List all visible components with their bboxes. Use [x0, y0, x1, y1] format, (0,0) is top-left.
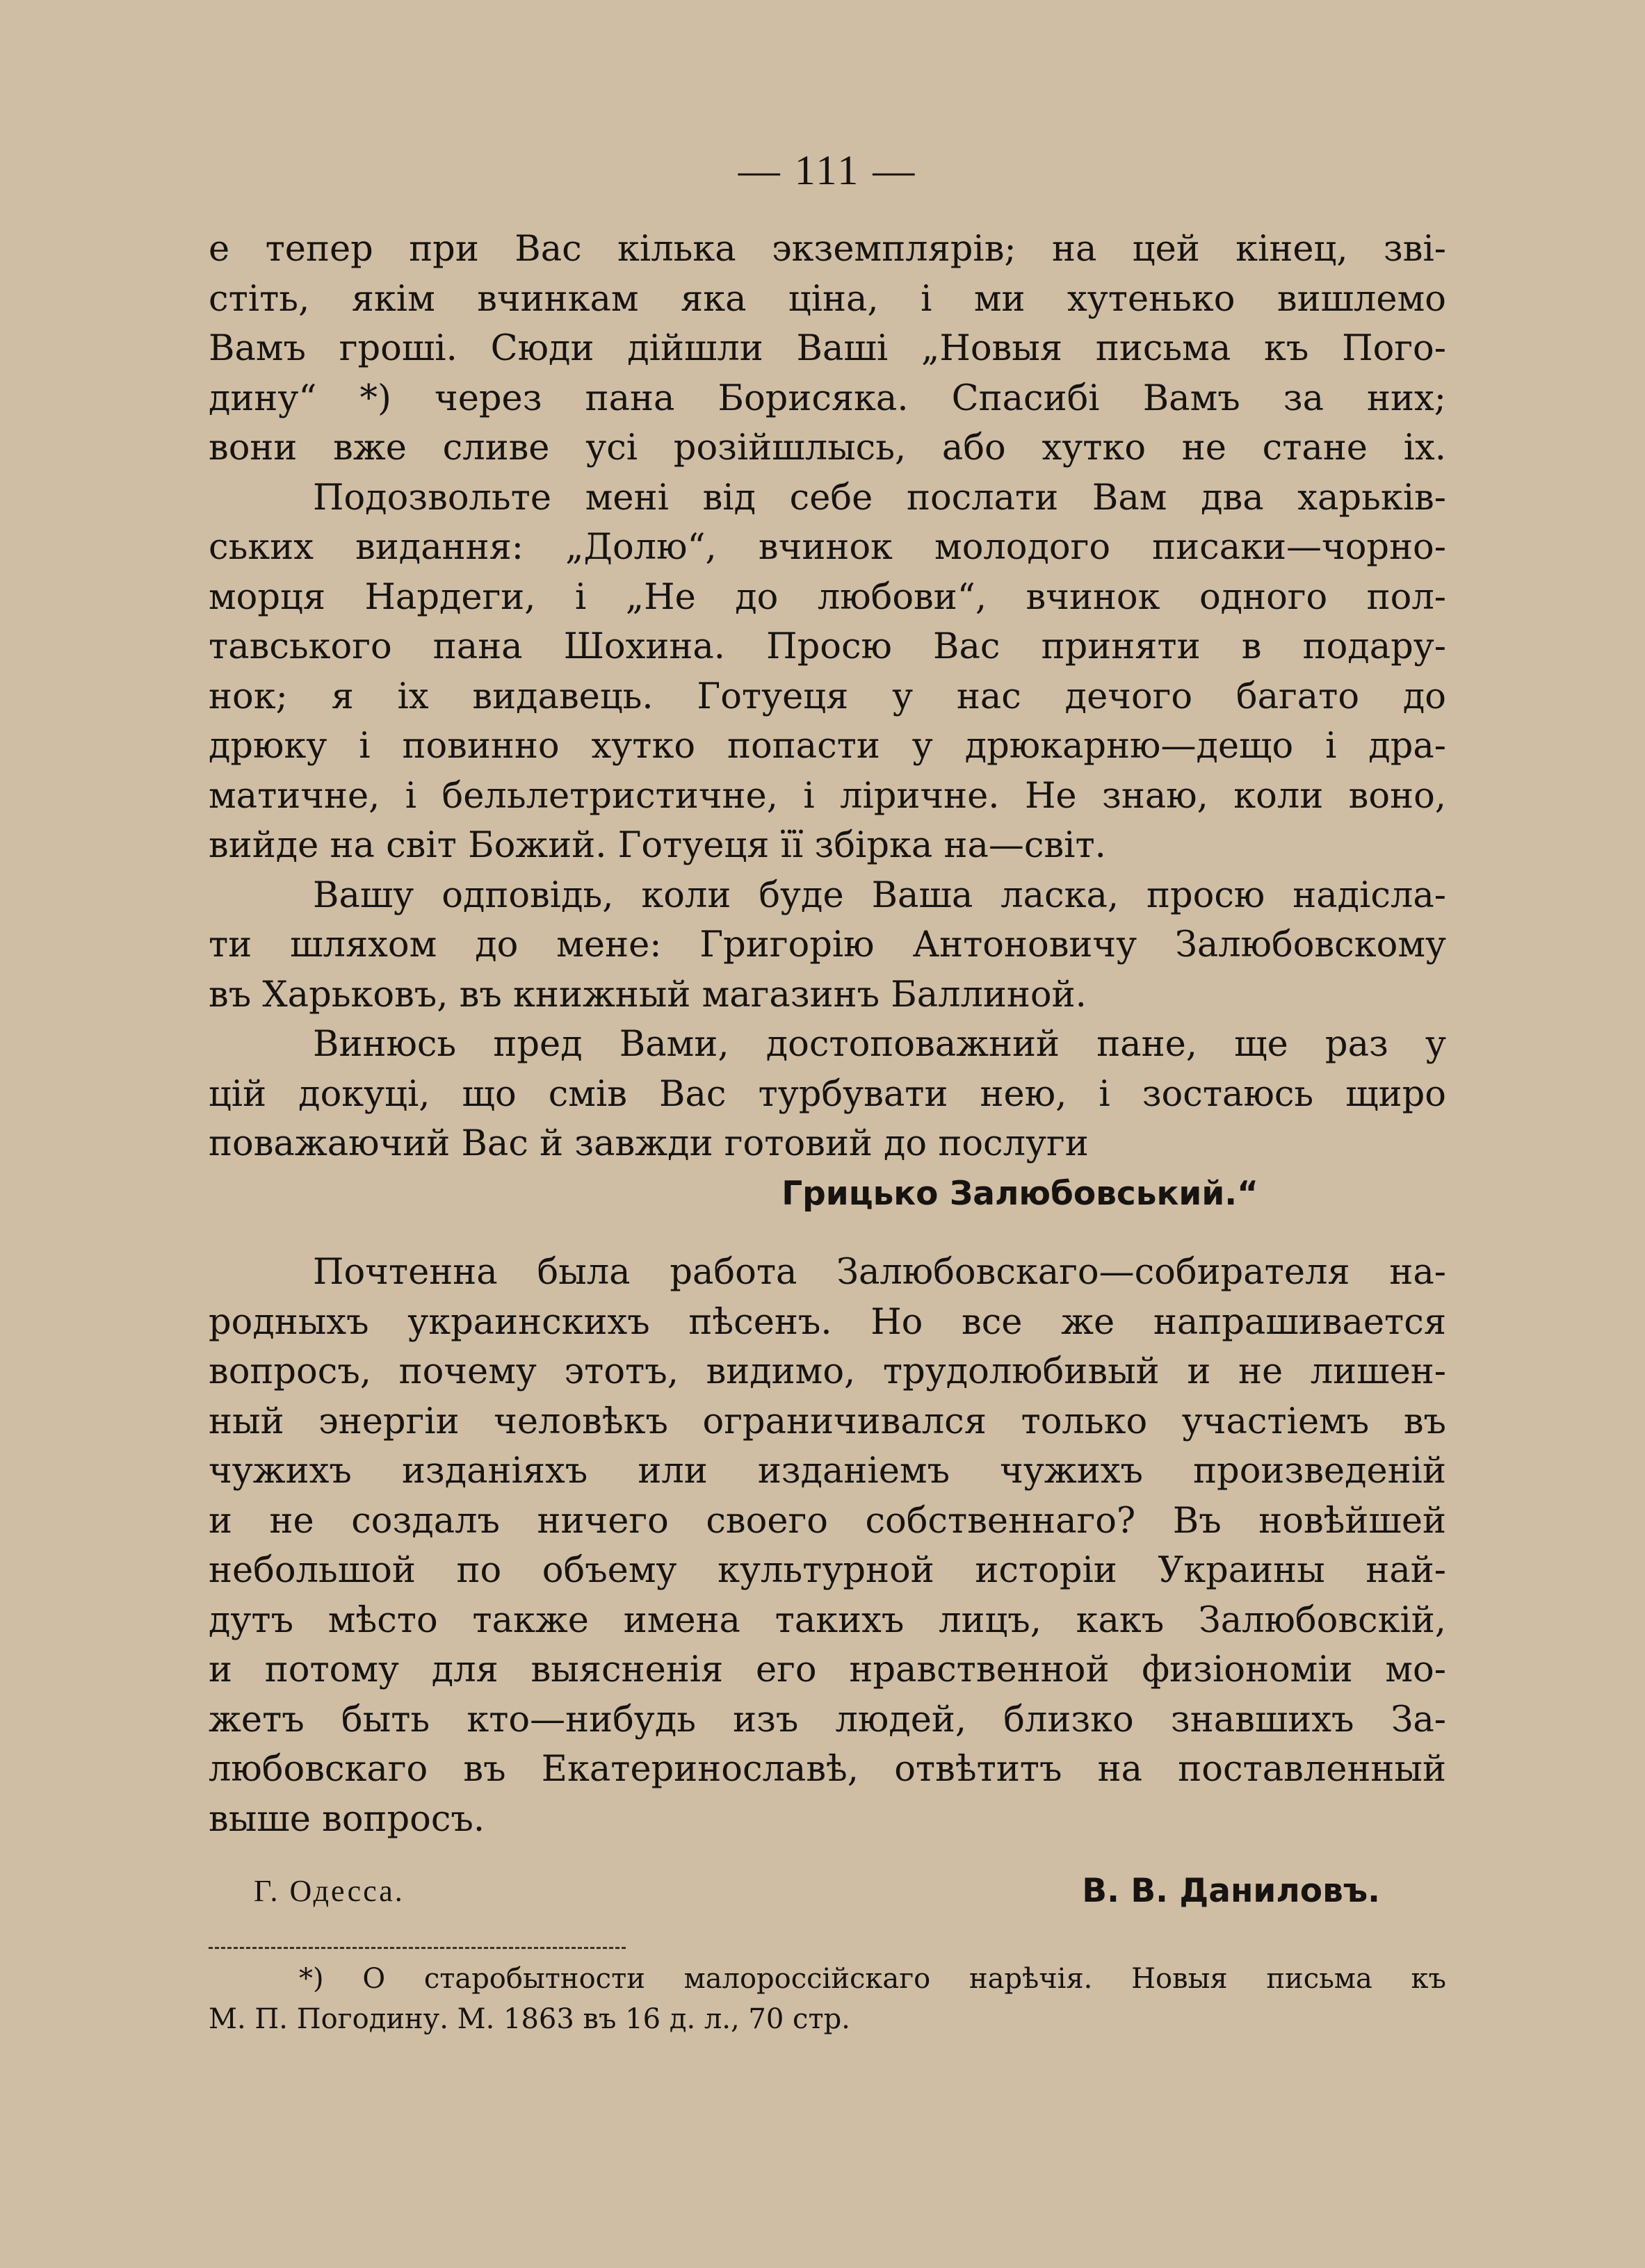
text-line: морця Нардеги, і „Не до любови“, вчинок одного пол- [209, 576, 1446, 618]
text-line: Почтенна была работа Залюбовскаго—собирателя на- [313, 1252, 1446, 1293]
page-number: — 111 — [738, 147, 917, 193]
letter-paragraph-4 [209, 1020, 1446, 1169]
text-line: Подозвольте мені від себе послати Вам два харьків- [313, 477, 1446, 519]
text-line: выше вопросъ. [209, 1798, 485, 1840]
text-line: родныхъ украинскихъ пѣсенъ. Но все же напрашивается [209, 1301, 1446, 1343]
text-line: и не создалъ ничего своего собственнаго? Въ новѣйшей [209, 1500, 1446, 1542]
text-line: е тепер при Вас кілька экземплярів; на цей кінец, зві- [209, 229, 1446, 270]
letter-paragraph-3 [209, 871, 1446, 1020]
footnote-line: М. П. Погодину. М. 1863 въ 16 д. л., 70 стр. [209, 2003, 850, 2035]
text-line: и потому для выясненія его нравственной физіономіи мо- [209, 1649, 1446, 1690]
text-line: дрюку і повинно хутко попасти у дрюкарню—дещо і дра- [209, 726, 1446, 767]
page [209, 149, 1446, 2221]
text-line: ських видання: „Долю“, вчинок молодого писаки—чорно- [209, 527, 1446, 568]
city-place: Г. Одесса. [254, 1874, 405, 1908]
text-line: дутъ мѣсто также имена такихъ лицъ, какъ Залюбовскій, [209, 1599, 1446, 1641]
text-line: вийде на світ Божий. Готуеця її збірка на—світ. [209, 825, 1106, 866]
author-signature: В. В. Даниловъ. [1082, 1872, 1380, 1910]
text-line: стіть, якім вчинкам яка ціна, і ми хутенько вишлемо [209, 278, 1446, 320]
footnote [209, 1959, 1446, 2039]
text-line: ти шляхом до мене: Григорію Антоновичу Залюбовскому [209, 924, 1446, 965]
text-line: жетъ быть кто—нибудь изъ людей, близко знавшихъ За- [209, 1699, 1446, 1740]
letter-paragraph-1 [209, 225, 1446, 473]
text-line: ный энергіи человѣкъ ограничивался только участіемъ въ [209, 1401, 1446, 1442]
text-line: матичне, і бельлетристичне, і ліричне. Не знаю, коли воно, [209, 775, 1446, 817]
text-line: поважаючий Вас й завжди готовий до послуги [209, 1123, 1089, 1164]
text-line: цій докуці, що смів Вас турбувати нею, і зостаюсь щиро [209, 1073, 1446, 1115]
text-line: тавського пана Шохина. Просю Вас приняти в подару- [209, 626, 1446, 667]
text-line: небольшой по объему культурной исторіи Украины най- [209, 1550, 1446, 1591]
text-line: чужихъ изданіяхъ или изданіемъ чужихъ произведеній [209, 1451, 1446, 1492]
text-line: Вашу одповідь, коли буде Ваша ласка, просю надісла- [313, 874, 1446, 916]
text-line: Винюсь пред Вами, достоповажний пане, ще раз у [313, 1024, 1446, 1065]
text-line: нок; я іх видавець. Готуеця у нас дечого багато до [209, 676, 1446, 717]
letter-signature: Грицько Залюбовський.“ [781, 1174, 1258, 1213]
text-line: вопросъ, почему этотъ, видимо, трудолюбивый и не лишен- [209, 1351, 1446, 1392]
footnote-line: *) О старобытности малороссійскаго нарѣчія. Новыя письма къ [299, 1963, 1446, 1995]
text-line: въ Харьковъ, въ книжный магазинъ Баллиной. [209, 974, 1087, 1015]
commentary-paragraph [209, 1248, 1446, 1844]
text-line: вони вже сливе усі розійшлысь, або хутко не стане іх. [209, 427, 1446, 468]
letter-paragraph-2 [209, 473, 1446, 871]
footnote-divider [209, 1947, 626, 1949]
dateline [209, 1863, 1446, 1919]
text-line: любовскаго въ Екатеринославѣ, отвѣтитъ на поставленный [209, 1749, 1446, 1790]
text-line: дину“ *) через пана Борисяка. Спасибі Вамъ за них; [209, 377, 1446, 419]
text-line: Вамъ гроші. Сюди дійшли Ваші „Новыя письма къ Пого- [209, 328, 1446, 369]
